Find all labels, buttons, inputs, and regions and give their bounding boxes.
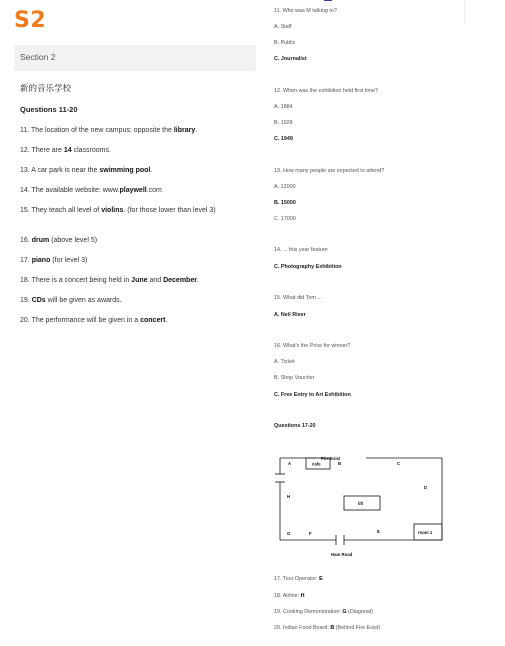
answer-keyword: concert — [140, 317, 166, 324]
lift-label: lift — [358, 501, 364, 506]
correct-answer: B. 15000 — [274, 200, 296, 206]
map-answer-line — [274, 625, 380, 631]
cafe-label: cafe — [312, 461, 321, 467]
option-text: B. Shop Voucher — [274, 375, 315, 381]
map-answer-text: 19. Cooking Demonstration: — [274, 609, 343, 615]
answer-text: will be given as awards. — [45, 297, 122, 304]
answer-text: and — [147, 277, 164, 284]
option-text: A. 12000 — [274, 184, 296, 190]
answer-text: . — [195, 127, 198, 134]
option-text: C. 17000 — [274, 216, 296, 222]
answer-text: (above level 5) — [49, 237, 98, 244]
answer-text: 15. They teach all level of — [20, 207, 102, 214]
answer-line — [20, 236, 248, 246]
correct-answer: A. Neil River — [274, 312, 306, 318]
answer-text: . — [196, 277, 199, 284]
answer-text: classrooms. — [71, 147, 111, 154]
question-text: 14. ... this year feature — [274, 247, 328, 253]
answer-line — [20, 296, 248, 306]
map-answer-text: (Diagonal) — [346, 609, 373, 615]
answer-line — [20, 186, 248, 196]
map-answer-text: (Behind Fire Exist) — [334, 625, 381, 631]
answer-text: (for level 3) — [50, 257, 88, 264]
answer-text: 19. — [20, 297, 32, 304]
option-text: B. 1928 — [274, 120, 293, 126]
letter-d: D — [424, 485, 428, 490]
letter-c: C — [397, 461, 401, 466]
section-header — [14, 45, 256, 71]
correct-answer: C. Journalist — [274, 56, 307, 62]
answer-text: 12. There are — [20, 147, 64, 154]
map-answer-letter: G — [342, 609, 347, 615]
map-answer-line — [274, 576, 323, 582]
answer-text: . — [165, 317, 168, 324]
answer-text: 13. A car park is near the — [20, 167, 100, 174]
chinese-title: 新的音乐学校 — [20, 84, 72, 94]
answer-keyword: CDs — [31, 297, 46, 304]
letter-e: E — [377, 529, 380, 534]
answer-keyword: December — [163, 277, 197, 284]
map-answer-line — [274, 609, 373, 615]
option-text: A. Ticket — [274, 359, 295, 365]
floor-plan-diagram — [274, 448, 454, 566]
answer-keyword: June — [131, 277, 148, 284]
question-text: 13. How many people are expected to attend? — [274, 168, 385, 174]
question-text: 12. When was the exhibition held first time? — [274, 88, 378, 94]
letter-h: H — [287, 494, 291, 499]
answer-keyword: 14 — [63, 147, 72, 154]
map-answer-text: 20. Indian Food Board: — [274, 625, 331, 631]
letter-g: G — [287, 531, 291, 536]
question-text: 11. Who was M talking to? — [274, 8, 337, 14]
map-answer-text: 17. Tour Operator: — [274, 576, 320, 582]
option-text: A. Staff — [274, 24, 292, 30]
question-text: 16. What's the Price for winner? — [274, 343, 351, 349]
room-1-label: room 1 — [418, 530, 433, 535]
logo-s2: S2 — [14, 8, 47, 33]
option-text: B. Public — [274, 40, 296, 46]
section-label: Section 2 — [20, 52, 56, 62]
answer-text: 17. — [20, 257, 32, 264]
answer-line — [20, 256, 248, 266]
map-answer-letter: E — [319, 576, 323, 582]
letter-b: B — [338, 461, 342, 466]
answer-line — [20, 316, 248, 326]
letter-a: A — [288, 461, 292, 466]
map-answer-letter: B — [330, 625, 335, 631]
answer-keyword: playwell — [119, 187, 147, 194]
answer-line — [20, 206, 248, 216]
answer-text: . — [150, 167, 153, 174]
map-answer-text: 18. Airline: — [274, 593, 301, 599]
map-answer-letter: H — [300, 593, 305, 599]
answer-text: 20. The performance will be given in a — [20, 317, 141, 324]
answer-text: 14. The available website: www. — [20, 187, 120, 194]
top-marker — [324, 0, 332, 1]
correct-answer: C. Photography Exhibition — [274, 264, 342, 270]
answer-keyword: violins — [101, 207, 124, 214]
option-text: A. 1884 — [274, 104, 293, 110]
answer-text: 11. The location of the new campus: opposite the — [20, 127, 174, 134]
map-heading: Questions 17-20 — [274, 423, 316, 429]
answer-keyword: drum — [31, 237, 50, 244]
answer-line — [20, 146, 248, 156]
road-label: Ham Road — [331, 552, 353, 557]
correct-answer: C. 1949 — [274, 136, 293, 142]
answer-text: 18. There is a concert being held in — [20, 277, 132, 284]
answer-line — [20, 276, 248, 286]
question-text: 15. What did Tom ... — [274, 295, 322, 301]
answer-keyword: piano — [31, 257, 51, 264]
answer-keyword: swimming pool — [99, 167, 151, 174]
answer-line — [20, 166, 248, 176]
letter-f: F — [309, 531, 312, 536]
answer-text: . (for those lower than level 3) — [123, 207, 216, 214]
answer-text: 16. — [20, 237, 32, 244]
map-answer-line — [274, 593, 305, 599]
fire-exit-label: Fire Exist — [321, 456, 341, 461]
answer-line — [20, 126, 248, 136]
answer-keyword: library — [173, 127, 196, 134]
answer-text: .com — [146, 187, 162, 194]
questions-heading: Questions 11-20 — [20, 105, 78, 114]
correct-answer: C. Free Entry to Art Exhibition — [274, 392, 351, 398]
